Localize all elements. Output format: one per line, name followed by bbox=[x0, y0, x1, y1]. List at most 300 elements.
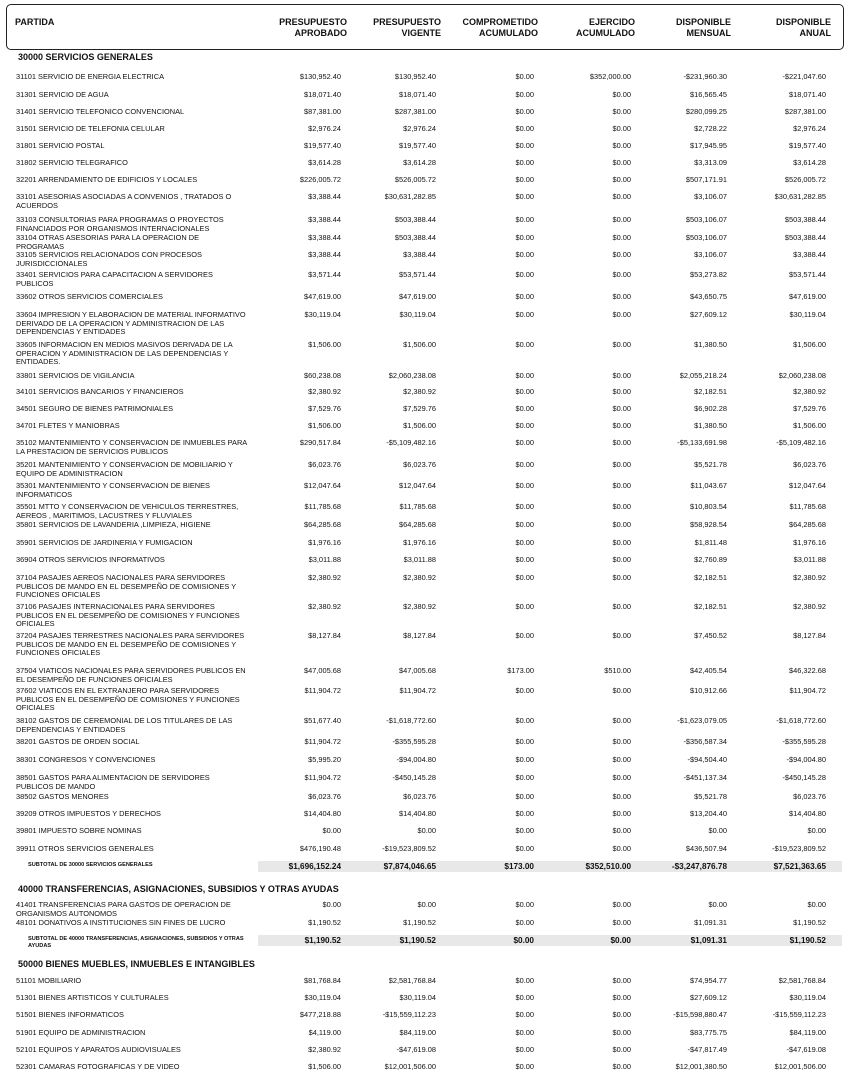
row-value: $0.00 bbox=[515, 192, 534, 201]
row-description: 37104 PASAJES AEREOS NACIONALES PARA SERVIDORES PUBLICOS DE MANDO EN EL DESEMPEÑO DE COMISIONES Y FUNCIONES OFICIALES bbox=[16, 573, 236, 600]
row-description: 33105 SERVICIOS RELACIONADOS CON PROCESOS JURISDICCIONALES bbox=[16, 250, 202, 268]
row-value: $3,388.44 bbox=[403, 250, 436, 259]
row-value: $2,380.92 bbox=[308, 387, 341, 396]
row-value: $526,005.72 bbox=[784, 175, 826, 184]
row-value: $290,517.84 bbox=[299, 438, 341, 447]
row-value: -$231,960.30 bbox=[683, 72, 727, 81]
row-description: 48101 DONATIVOS A INSTITUCIONES SIN FINES DE LUCRO bbox=[16, 918, 226, 927]
subtotal-value: $1,190.52 bbox=[304, 936, 341, 945]
row-description: 39911 OTROS SERVICIOS GENERALES bbox=[16, 844, 154, 853]
row-value: $0.00 bbox=[417, 900, 436, 909]
row-value: $510.00 bbox=[604, 666, 631, 675]
row-value: $0.00 bbox=[515, 716, 534, 725]
row-value: $2,581,768.84 bbox=[778, 976, 826, 985]
row-value: $53,273.82 bbox=[690, 270, 727, 279]
row-value: $2,976.24 bbox=[308, 124, 341, 133]
row-value: $0.00 bbox=[612, 918, 631, 927]
row-value: $30,119.04 bbox=[399, 310, 436, 319]
row-value: $0.00 bbox=[322, 826, 341, 835]
row-value: $46,322.68 bbox=[789, 666, 826, 675]
row-description: 37602 VIATICOS EN EL EXTRANJERO PARA SERVIDORES PUBLICOS EN EL DESEMPEÑO DE COMISIONES Y FUNCIONES OFICIALES bbox=[16, 686, 240, 713]
row-value: -$47,619.08 bbox=[786, 1045, 826, 1054]
row-description: 35801 SERVICIOS DE LAVANDERIA ,LIMPIEZA, HIGIENE bbox=[16, 520, 211, 529]
row-value: $19,577.40 bbox=[399, 141, 436, 150]
row-value: $0.00 bbox=[515, 270, 534, 279]
row-value: $0.00 bbox=[612, 481, 631, 490]
row-description: 38201 GASTOS DE ORDEN SOCIAL bbox=[16, 737, 140, 746]
row-description: 33101 ASESORIAS ASOCIADAS A CONVENIOS , TRATADOS O ACUERDOS bbox=[16, 192, 232, 210]
row-value: $0.00 bbox=[612, 502, 631, 511]
row-value: -$356,587.34 bbox=[683, 737, 727, 746]
header-presupuesto-aprobado: PRESUPUESTO APROBADO bbox=[279, 17, 347, 38]
row-value: $51,677.40 bbox=[304, 716, 341, 725]
row-description: 35201 MANTENIMIENTO Y CONSERVACION DE MOBILIARIO Y EQUIPO DE ADMINISTRACION bbox=[16, 460, 233, 478]
row-value: $11,904.72 bbox=[304, 686, 341, 695]
header-partida: PARTIDA bbox=[15, 17, 55, 27]
row-value: $2,182.51 bbox=[694, 573, 727, 582]
row-value: $0.00 bbox=[612, 460, 631, 469]
row-value: $47,619.00 bbox=[789, 292, 826, 301]
row-value: -$94,504.40 bbox=[687, 755, 727, 764]
row-value: -$19,523,809.52 bbox=[772, 844, 826, 853]
row-value: $0.00 bbox=[612, 215, 631, 224]
row-value: $0.00 bbox=[807, 900, 826, 909]
row-value: -$450,145.28 bbox=[392, 773, 436, 782]
row-value: $7,529.76 bbox=[308, 404, 341, 413]
row-value: $0.00 bbox=[515, 737, 534, 746]
row-value: $0.00 bbox=[612, 438, 631, 447]
row-value: $12,001,380.50 bbox=[675, 1062, 727, 1071]
row-value: $0.00 bbox=[515, 438, 534, 447]
row-value: $4,119.00 bbox=[308, 1028, 341, 1037]
row-value: -$15,598,880.47 bbox=[673, 1010, 727, 1019]
section-title: 30000 SERVICIOS GENERALES bbox=[18, 52, 153, 62]
row-value: $0.00 bbox=[612, 538, 631, 547]
row-value: $0.00 bbox=[515, 520, 534, 529]
row-value: $6,023.76 bbox=[403, 792, 436, 801]
row-value: $173.00 bbox=[507, 666, 534, 675]
row-value: $0.00 bbox=[612, 1010, 631, 1019]
row-value: $11,904.72 bbox=[304, 773, 341, 782]
row-value: $0.00 bbox=[515, 538, 534, 547]
row-value: $3,388.44 bbox=[308, 250, 341, 259]
row-value: $3,571.44 bbox=[308, 270, 341, 279]
row-value: $0.00 bbox=[515, 993, 534, 1002]
row-value: $2,976.24 bbox=[793, 124, 826, 133]
row-value: $0.00 bbox=[515, 555, 534, 564]
subtotal-value: -$3,247,876.78 bbox=[671, 862, 727, 871]
subtotal-value: $7,874,046.65 bbox=[383, 862, 436, 871]
row-description: 51901 EQUIPO DE ADMINISTRACION bbox=[16, 1028, 146, 1037]
row-value: $1,190.52 bbox=[308, 918, 341, 927]
row-value: $2,380.92 bbox=[793, 573, 826, 582]
row-value: -$47,619.08 bbox=[396, 1045, 436, 1054]
row-value: $3,106.07 bbox=[694, 192, 727, 201]
row-value: $6,023.76 bbox=[308, 460, 341, 469]
subtotal-value: $1,696,152.24 bbox=[288, 862, 341, 871]
row-value: $0.00 bbox=[612, 755, 631, 764]
row-value: $0.00 bbox=[612, 371, 631, 380]
row-value: $3,011.88 bbox=[793, 555, 826, 564]
row-value: $47,619.00 bbox=[304, 292, 341, 301]
row-value: $507,171.91 bbox=[685, 175, 727, 184]
row-value: $0.00 bbox=[515, 809, 534, 818]
row-value: $64,285.68 bbox=[789, 520, 826, 529]
row-value: $0.00 bbox=[612, 737, 631, 746]
row-value: $3,011.88 bbox=[308, 555, 341, 564]
row-value: $0.00 bbox=[515, 792, 534, 801]
row-value: $0.00 bbox=[515, 371, 534, 380]
row-value: $8,127.84 bbox=[793, 631, 826, 640]
row-value: $83,775.75 bbox=[690, 1028, 727, 1037]
row-value: $0.00 bbox=[515, 175, 534, 184]
row-value: $503,388.44 bbox=[394, 215, 436, 224]
row-value: $12,001,506.00 bbox=[384, 1062, 436, 1071]
row-value: $0.00 bbox=[515, 124, 534, 133]
row-value: $47,619.00 bbox=[399, 292, 436, 301]
row-value: $27,609.12 bbox=[690, 993, 727, 1002]
row-value: $47,005.68 bbox=[304, 666, 341, 675]
row-value: $11,785.68 bbox=[399, 502, 436, 511]
row-value: $1,380.50 bbox=[694, 421, 727, 430]
row-description: 31301 SERVICIO DE AGUA bbox=[16, 90, 109, 99]
row-value: $84,119.00 bbox=[789, 1028, 826, 1037]
row-value: $503,106.07 bbox=[685, 233, 727, 242]
row-description: 38301 CONGRESOS Y CONVENCIONES bbox=[16, 755, 156, 764]
row-value: $2,380.92 bbox=[308, 573, 341, 582]
row-description: 37204 PASAJES TERRESTRES NACIONALES PARA SERVIDORES PUBLICOS DE MANDO EN EL DESEMPEÑO DE COMISIONES Y FUNCIONES OFICIALES bbox=[16, 631, 245, 658]
row-value: $0.00 bbox=[612, 340, 631, 349]
row-value: $1,506.00 bbox=[308, 1062, 341, 1071]
row-value: $2,380.92 bbox=[403, 387, 436, 396]
row-description: 31802 SERVICIO TELEGRAFICO bbox=[16, 158, 128, 167]
row-value: $503,106.07 bbox=[685, 215, 727, 224]
row-value: $18,071.40 bbox=[789, 90, 826, 99]
row-value: $2,380.92 bbox=[793, 387, 826, 396]
subtotal-value: $0.00 bbox=[610, 936, 631, 945]
row-description: 31801 SERVICIO POSTAL bbox=[16, 141, 105, 150]
row-value: $6,902.28 bbox=[694, 404, 727, 413]
subtotal-label: SUBTOTAL DE 30000 SERVICIOS GENERALES bbox=[28, 862, 153, 868]
row-value: $64,285.68 bbox=[399, 520, 436, 529]
row-value: $3,011.88 bbox=[403, 555, 436, 564]
row-value: -$5,109,482.16 bbox=[386, 438, 436, 447]
row-value: -$221,047.60 bbox=[782, 72, 826, 81]
row-value: $1,811.48 bbox=[694, 538, 727, 547]
row-value: $130,952.40 bbox=[394, 72, 436, 81]
row-value: -$19,523,809.52 bbox=[382, 844, 436, 853]
row-value: $503,388.44 bbox=[784, 233, 826, 242]
row-value: $12,047.64 bbox=[399, 481, 436, 490]
row-value: $0.00 bbox=[612, 421, 631, 430]
section-title: 50000 BIENES MUEBLES, INMUEBLES E INTANGIBLES bbox=[18, 959, 255, 969]
row-value: $19,577.40 bbox=[789, 141, 826, 150]
row-value: $18,071.40 bbox=[304, 90, 341, 99]
row-value: $0.00 bbox=[515, 233, 534, 242]
row-description: 35501 MTTO Y CONSERVACION DE VEHICULOS TERRESTRES, AEREOS , MARITIMOS, LACUSTRES Y FLUVIALES bbox=[16, 502, 239, 520]
row-value: $0.00 bbox=[612, 158, 631, 167]
header-ejercido-acumulado: EJERCIDO ACUMULADO bbox=[576, 17, 635, 38]
row-value: $3,388.44 bbox=[793, 250, 826, 259]
row-value: $12,047.64 bbox=[789, 481, 826, 490]
row-value: $352,000.00 bbox=[589, 72, 631, 81]
row-value: $2,060,238.08 bbox=[778, 371, 826, 380]
row-description: 37504 VIATICOS NACIONALES PARA SERVIDORES PUBLICOS EN EL DESEMPEÑO DE FUNCIONES OFICIALES bbox=[16, 666, 246, 684]
row-value: $503,388.44 bbox=[784, 215, 826, 224]
row-value: $2,182.51 bbox=[694, 602, 727, 611]
row-value: $8,127.84 bbox=[403, 631, 436, 640]
row-value: $0.00 bbox=[612, 631, 631, 640]
row-value: $11,904.72 bbox=[399, 686, 436, 695]
row-value: $11,043.67 bbox=[690, 481, 727, 490]
row-value: -$5,133,691.98 bbox=[677, 438, 727, 447]
row-value: $0.00 bbox=[515, 686, 534, 695]
row-value: -$355,595.28 bbox=[782, 737, 826, 746]
row-value: $0.00 bbox=[515, 900, 534, 909]
subtotal-value: $173.00 bbox=[504, 862, 534, 871]
row-value: $13,204.40 bbox=[690, 809, 727, 818]
row-value: $42,405.54 bbox=[690, 666, 727, 675]
row-description: 35901 SERVICIOS DE JARDINERIA Y FUMIGACION bbox=[16, 538, 193, 547]
row-value: $0.00 bbox=[515, 90, 534, 99]
row-value: $0.00 bbox=[612, 124, 631, 133]
row-description: 33602 OTROS SERVICIOS COMERCIALES bbox=[16, 292, 163, 301]
row-value: $0.00 bbox=[515, 72, 534, 81]
row-description: 37106 PASAJES INTERNACIONALES PARA SERVIDORES PUBLICOS EN EL DESEMPEÑO DE COMISIONES Y FUNCIONES OFICIALES bbox=[16, 602, 240, 629]
row-value: $2,380.92 bbox=[308, 602, 341, 611]
row-value: $0.00 bbox=[612, 1045, 631, 1054]
row-description: 33103 CONSULTORIAS PARA PROGRAMAS O PROYECTOS FINANCIADOS POR ORGANISMOS INTERNACIONALES bbox=[16, 215, 224, 233]
row-value: -$94,004.80 bbox=[396, 755, 436, 764]
row-value: $14,404.80 bbox=[304, 809, 341, 818]
row-value: $18,071.40 bbox=[399, 90, 436, 99]
row-description: 33604 IMPRESION Y ELABORACION DE MATERIAL INFORMATIVO DERIVADO DE LA OPERACION Y ADMINISTRACION DE LAS DEPENDENCIAS Y ENTIDADES bbox=[16, 310, 246, 337]
row-value: $11,904.72 bbox=[304, 737, 341, 746]
row-value: $84,119.00 bbox=[399, 1028, 436, 1037]
row-value: $1,976.16 bbox=[793, 538, 826, 547]
row-description: 33801 SERVICIOS DE VIGILANCIA bbox=[16, 371, 135, 380]
row-value: $1,506.00 bbox=[308, 340, 341, 349]
row-value: $27,609.12 bbox=[690, 310, 727, 319]
row-description: 51301 BIENES ARTISTICOS Y CULTURALES bbox=[16, 993, 169, 1002]
row-value: $6,023.76 bbox=[403, 460, 436, 469]
row-value: $0.00 bbox=[515, 292, 534, 301]
row-value: $0.00 bbox=[515, 460, 534, 469]
row-value: $0.00 bbox=[515, 141, 534, 150]
row-value: -$5,109,482.16 bbox=[776, 438, 826, 447]
row-value: $0.00 bbox=[612, 270, 631, 279]
subtotal-value: $1,190.52 bbox=[399, 936, 436, 945]
row-description: 34701 FLETES Y MANIOBRAS bbox=[16, 421, 120, 430]
row-value: $0.00 bbox=[612, 602, 631, 611]
row-value: $60,238.08 bbox=[304, 371, 341, 380]
row-value: $0.00 bbox=[612, 404, 631, 413]
row-value: $3,388.44 bbox=[308, 215, 341, 224]
row-description: 33104 OTRAS ASESORIAS PARA LA OPERACION DE PROGRAMAS bbox=[16, 233, 200, 251]
row-value: -$1,618,772.60 bbox=[386, 716, 436, 725]
row-value: $87,381.00 bbox=[304, 107, 341, 116]
row-value: $11,904.72 bbox=[789, 686, 826, 695]
row-value: $1,506.00 bbox=[793, 340, 826, 349]
row-value: $1,506.00 bbox=[308, 421, 341, 430]
row-value: $3,614.28 bbox=[308, 158, 341, 167]
row-value: $6,023.76 bbox=[793, 460, 826, 469]
row-value: $3,106.07 bbox=[694, 250, 727, 259]
row-value: $81,768.84 bbox=[304, 976, 341, 985]
row-value: $0.00 bbox=[612, 993, 631, 1002]
row-value: $12,047.64 bbox=[304, 481, 341, 490]
row-value: $2,380.92 bbox=[793, 602, 826, 611]
row-value: $2,380.92 bbox=[403, 602, 436, 611]
row-value: $5,521.78 bbox=[694, 792, 727, 801]
row-value: $3,388.44 bbox=[308, 192, 341, 201]
row-value: $3,614.28 bbox=[403, 158, 436, 167]
row-value: $64,285.68 bbox=[304, 520, 341, 529]
row-value: $0.00 bbox=[807, 826, 826, 835]
row-value: $0.00 bbox=[612, 573, 631, 582]
row-description: 39209 OTROS IMPUESTOS Y DERECHOS bbox=[16, 809, 161, 818]
row-value: $0.00 bbox=[612, 175, 631, 184]
row-value: $280,099.25 bbox=[685, 107, 727, 116]
row-value: $0.00 bbox=[515, 602, 534, 611]
row-value: $0.00 bbox=[612, 520, 631, 529]
row-value: $3,614.28 bbox=[793, 158, 826, 167]
row-value: $0.00 bbox=[515, 340, 534, 349]
row-value: $8,127.84 bbox=[308, 631, 341, 640]
row-value: $0.00 bbox=[515, 387, 534, 396]
row-value: -$1,623,079.05 bbox=[677, 716, 727, 725]
row-value: $0.00 bbox=[612, 107, 631, 116]
row-description: 38102 GASTOS DE CEREMONIAL DE LOS TITULARES DE LAS DEPENDENCIAS Y ENTIDADES bbox=[16, 716, 233, 734]
row-value: $287,381.00 bbox=[394, 107, 436, 116]
row-value: $0.00 bbox=[417, 826, 436, 835]
row-value: -$451,137.34 bbox=[683, 773, 727, 782]
row-value: $43,650.75 bbox=[690, 292, 727, 301]
row-description: 31501 SERVICIO DE TELEFONIA CELULAR bbox=[16, 124, 165, 133]
row-description: 38502 GASTOS MENORES bbox=[16, 792, 109, 801]
row-value: -$47,817.49 bbox=[687, 1045, 727, 1054]
row-description: 36904 OTROS SERVICIOS INFORMATIVOS bbox=[16, 555, 165, 564]
row-value: $0.00 bbox=[612, 555, 631, 564]
row-value: $1,976.16 bbox=[403, 538, 436, 547]
subtotal-label: SUBTOTAL DE 40000 TRANSFERENCIAS, ASIGNACIONES, SUBSIDIOS Y OTRAS AYUDAS bbox=[28, 936, 244, 949]
row-value: $30,119.04 bbox=[789, 993, 826, 1002]
row-value: $0.00 bbox=[612, 192, 631, 201]
row-value: $2,760.89 bbox=[694, 555, 727, 564]
row-description: 34501 SEGURO DE BIENES PATRIMONIALES bbox=[16, 404, 174, 413]
row-value: $6,023.76 bbox=[308, 792, 341, 801]
row-value: $526,005.72 bbox=[394, 175, 436, 184]
row-value: $19,577.40 bbox=[304, 141, 341, 150]
row-description: 41401 TRANSFERENCIAS PARA GASTOS DE OPERACION DE ORGANISMOS AUTONOMOS bbox=[16, 900, 231, 918]
header-disponible-mensual: DISPONIBLE MENSUAL bbox=[675, 17, 731, 38]
row-value: $3,388.44 bbox=[308, 233, 341, 242]
row-value: $0.00 bbox=[515, 573, 534, 582]
row-value: $2,380.92 bbox=[308, 1045, 341, 1054]
row-value: $5,995.20 bbox=[308, 755, 341, 764]
row-value: $0.00 bbox=[515, 250, 534, 259]
row-value: $0.00 bbox=[515, 1010, 534, 1019]
row-value: $30,119.04 bbox=[789, 310, 826, 319]
row-value: -$15,559,112.23 bbox=[772, 1010, 826, 1019]
row-value: -$450,145.28 bbox=[782, 773, 826, 782]
row-value: $0.00 bbox=[515, 826, 534, 835]
header-disponible-anual: DISPONIBLE ANUAL bbox=[775, 17, 831, 38]
row-value: $477,218.88 bbox=[299, 1010, 341, 1019]
row-value: $0.00 bbox=[612, 844, 631, 853]
row-value: $1,091.31 bbox=[694, 918, 727, 927]
row-value: $436,507.94 bbox=[685, 844, 727, 853]
row-value: $10,803.54 bbox=[690, 502, 727, 511]
row-value: $0.00 bbox=[612, 141, 631, 150]
row-value: $7,529.76 bbox=[793, 404, 826, 413]
row-value: $12,001,506.00 bbox=[774, 1062, 826, 1071]
row-description: 35301 MANTENIMIENTO Y CONSERVACION DE BIENES INFORMATICOS bbox=[16, 481, 210, 499]
row-value: $0.00 bbox=[612, 1062, 631, 1071]
row-value: $14,404.80 bbox=[789, 809, 826, 818]
row-value: $2,060,238.08 bbox=[388, 371, 436, 380]
row-description: 32201 ARRENDAMIENTO DE EDIFICIOS Y LOCALES bbox=[16, 175, 198, 184]
row-value: $0.00 bbox=[515, 918, 534, 927]
row-description: 31101 SERVICIO DE ENERGIA ELECTRICA bbox=[16, 72, 165, 81]
row-value: $30,119.04 bbox=[304, 310, 341, 319]
header-presupuesto-vigente: PRESUPUESTO VIGENTE bbox=[373, 17, 441, 38]
row-value: $17,945.95 bbox=[690, 141, 727, 150]
table-header bbox=[6, 4, 844, 50]
row-description: 34101 SERVICIOS BANCARIOS Y FINANCIEROS bbox=[16, 387, 184, 396]
row-value: $0.00 bbox=[708, 826, 727, 835]
row-value: -$15,559,112.23 bbox=[382, 1010, 436, 1019]
row-value: -$94,004.80 bbox=[786, 755, 826, 764]
row-value: $0.00 bbox=[515, 1028, 534, 1037]
header-comprometido-acumulado: COMPROMETIDO ACUMULADO bbox=[462, 17, 538, 38]
row-value: $130,952.40 bbox=[299, 72, 341, 81]
row-value: $1,506.00 bbox=[793, 421, 826, 430]
row-value: $1,380.50 bbox=[694, 340, 727, 349]
row-value: -$355,595.28 bbox=[392, 737, 436, 746]
row-value: $30,119.04 bbox=[399, 993, 436, 1002]
row-value: $47,005.68 bbox=[399, 666, 436, 675]
row-value: $226,005.72 bbox=[299, 175, 341, 184]
row-value: $0.00 bbox=[612, 900, 631, 909]
row-description: 35102 MANTENIMIENTO Y CONSERVACION DE INMUEBLES PARA LA PRESTACION DE SERVICIOS PUBLICOS bbox=[16, 438, 247, 456]
row-value: $0.00 bbox=[612, 826, 631, 835]
row-value: $503,388.44 bbox=[394, 233, 436, 242]
row-value: $0.00 bbox=[612, 1028, 631, 1037]
row-value: $0.00 bbox=[515, 481, 534, 490]
row-value: $11,785.68 bbox=[304, 502, 341, 511]
row-value: $0.00 bbox=[515, 502, 534, 511]
row-value: $476,190.48 bbox=[299, 844, 341, 853]
row-value: $0.00 bbox=[612, 310, 631, 319]
subtotal-value: $7,521,363.65 bbox=[773, 862, 826, 871]
row-value: $0.00 bbox=[612, 90, 631, 99]
row-value: $0.00 bbox=[612, 250, 631, 259]
row-value: $0.00 bbox=[612, 792, 631, 801]
row-description: 33605 INFORMACION EN MEDIOS MASIVOS DERIVADA DE LA OPERACION Y ADMINISTRACION DE LAS DEPENDENCIAS Y ENTIDADES. bbox=[16, 340, 233, 367]
subtotal-value: $1,091.31 bbox=[690, 936, 727, 945]
row-value: $3,313.09 bbox=[694, 158, 727, 167]
row-value: $0.00 bbox=[515, 773, 534, 782]
row-value: $0.00 bbox=[515, 421, 534, 430]
row-value: $1,976.16 bbox=[308, 538, 341, 547]
section-title: 40000 TRANSFERENCIAS, ASIGNACIONES, SUBSIDIOS Y OTRAS AYUDAS bbox=[18, 884, 339, 894]
row-value: $74,954.77 bbox=[690, 976, 727, 985]
row-value: $0.00 bbox=[515, 631, 534, 640]
row-value: $0.00 bbox=[515, 107, 534, 116]
row-value: $1,190.52 bbox=[793, 918, 826, 927]
row-description: 51101 MOBILIARIO bbox=[16, 976, 82, 985]
